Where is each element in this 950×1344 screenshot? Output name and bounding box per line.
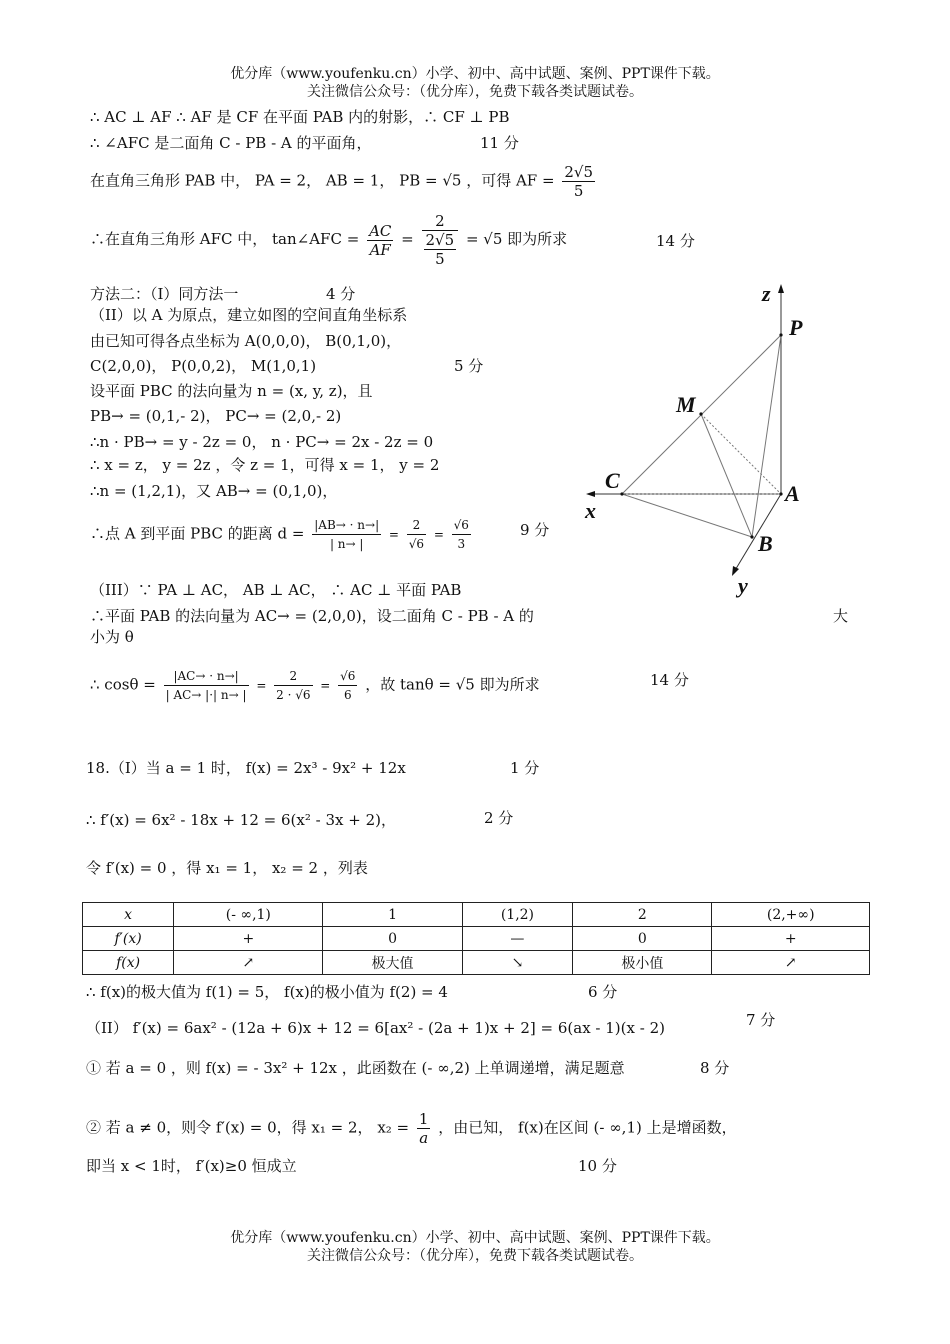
tan-fraction-1: [367, 222, 393, 259]
q18-line-6: ① 若 a = 0 ，则 f(x) = - 3x² + 12x ，此函数在 (- ∞,2) 上单调递增，满足题意: [86, 1059, 625, 1077]
q18-line-2-score: 2 分: [484, 809, 514, 827]
edge-pb: [752, 335, 781, 537]
cos-f1-num: |AC→ · n→|: [173, 669, 239, 683]
m1-line-4-post: = √5 即为所求: [465, 230, 568, 248]
m2-line-14: ∴ cosθ = $\frac{|AC\to \cdot n\to|}{| AC\to |\cdot| n\to |}$ = $\frac{2}{2 \cdot √6}$ = $\frac{√6}{6}$ ，故 tanθ = √5 即为所求: [90, 669, 540, 702]
edge-ma: [701, 414, 781, 494]
m2-line-10-pre: ∴点 A 到平面 PBC 的距离 d =: [90, 524, 305, 543]
tan-f2-inner-den: 5: [424, 249, 457, 268]
edge-mb: [701, 414, 752, 537]
dist-fraction-3: [452, 516, 471, 553]
table-cell: 极大值: [323, 951, 462, 975]
m1-line-3-text: 在直角三角形 PAB 中， PA = 2， AB = 1， PB = √5 ，可得 AF =: [90, 171, 555, 190]
q18-line-7: [86, 1110, 737, 1147]
m1-line-2: ∴ ∠AFC 是二面角 C - PB - A 的平面角，: [90, 134, 372, 152]
table-cell: f(x): [83, 951, 174, 975]
table-cell: 0: [323, 927, 462, 951]
m2-line-10-score: 9 分: [520, 521, 550, 539]
m2-line-14-score: 14 分: [650, 671, 689, 689]
label-z: z: [762, 281, 771, 306]
table-cell: 2: [573, 903, 712, 927]
dist-f2-den: √6: [407, 534, 426, 553]
table-cell: 极小值: [573, 951, 712, 975]
m2-line-1-score: 4 分: [326, 285, 356, 303]
header-line-2: 关注微信公众号：（优分库），免费下载各类试题试卷。: [307, 84, 643, 100]
m2-line-4-score: 5 分: [454, 357, 484, 375]
table-cell: 1: [323, 903, 462, 927]
m2-line-6: PB→ = (0,1,- 2)， PC→ = (2,0,- 2): [90, 407, 342, 425]
m2-line-8: ∴ x = z， y = 2z ，令 z = 1，可得 x = 1， y = 2: [90, 456, 440, 474]
tan-fraction-2: [422, 212, 459, 268]
tan-f2-inner: [424, 231, 457, 268]
dist-fraction-1: [312, 516, 381, 553]
q18-line-2: ∴ f′(x) = 6x² - 18x + 12 = 6(x² - 3x + 2)，: [86, 811, 396, 829]
cos-f3-num: √6: [340, 669, 356, 683]
x2-den: a: [417, 1128, 431, 1147]
m2-line-12: ∴平面 PAB 的法向量为 AC→ = (2,0,0)，设二面角 C - PB - A 的: [90, 607, 534, 625]
dist-f2-num: 2: [412, 518, 421, 532]
table-cell: x: [83, 903, 174, 927]
q18-line-7-post: ，由已知， f(x)在区间 (- ∞,1) 上是增函数，: [438, 1118, 737, 1137]
dist-fraction-2: [407, 516, 426, 553]
edge-cb: [622, 494, 752, 537]
cos-f1-den: | AC→ |·| n→ |: [164, 685, 249, 704]
q18-line-6-score: 8 分: [700, 1059, 730, 1077]
m2-line-14-post: ，故 tanθ = √5 即为所求: [365, 675, 540, 694]
tan-f2-inner-num: 2√5: [425, 231, 455, 249]
table-cell: +: [174, 927, 323, 951]
tan-f2-num: 2: [435, 212, 445, 230]
m2-line-9: ∴n = (1,2,1)，又 AB→ = (0,1,0)，: [90, 482, 338, 500]
sign-table: [82, 902, 870, 975]
footer-line-1: 优分库（www.youfenku.cn）小学、初中、高中试题、案例、PPT课件下载。: [230, 1230, 720, 1246]
dist-f3-den: 3: [452, 534, 471, 553]
x-arrowhead: [586, 491, 595, 497]
label-m: M: [676, 392, 696, 417]
m2-line-10: ∴点 A 到平面 PBC 的距离 d = $\frac{|AB\to \cdot n\to|}{| n\to |}$ = $\frac{2}{√6}$ = $\frac{√6}{3}$: [90, 518, 469, 551]
cos-f2-num: 2: [289, 669, 298, 683]
cos-fraction-2: [274, 667, 312, 704]
q18-line-3: 令 f′(x) = 0 ，得 x₁ = 1， x₂ = 2 ，列表: [86, 859, 368, 877]
m2-line-2: （II）以 A 为原点，建立如图的空间直角坐标系: [90, 306, 408, 324]
header-line-1: 优分库（www.youfenku.cn）小学、初中、高中试题、案例、PPT课件下载。: [230, 66, 720, 82]
coordinate-figure: [570, 275, 840, 605]
table-cell: ↗: [174, 951, 323, 975]
label-c: C: [605, 468, 620, 493]
dist-f3-num: √6: [453, 518, 469, 532]
label-y: y: [738, 573, 748, 598]
x2-fraction: [417, 1110, 431, 1147]
table-cell: (- ∞,1): [174, 903, 323, 927]
m2-line-5: 设平面 PBC 的法向量为 n = (x, y, z)，且: [90, 382, 373, 400]
m2-line-12-right: 大: [833, 607, 849, 625]
af-den: 5: [562, 181, 595, 200]
table-cell: f′(x): [83, 927, 174, 951]
cos-f3-den: 6: [338, 685, 357, 704]
table-cell: +: [712, 927, 870, 951]
label-b: B: [758, 531, 773, 556]
table-cell: ↗: [712, 951, 870, 975]
cos-fraction-3: [338, 667, 357, 704]
m1-line-4-pre: ∴在直角三角形 AFC 中， tan∠AFC =: [90, 230, 360, 248]
table-row: [83, 927, 870, 951]
q18-line-8: 即当 x < 1时， f′(x)≥0 恒成立: [86, 1157, 297, 1175]
m2-line-3: 由已知可得各点坐标为 A(0,0,0)， B(0,1,0)，: [90, 332, 402, 350]
q18-line-5: （II） f′(x) = 6ax² - (12a + 6)x + 12 = 6[ax² - (2a + 1)x + 2] = 6(ax - 1)(x - 2): [86, 1019, 665, 1037]
dist-f1-den: | n→ |: [312, 534, 381, 553]
dist-f1-num: |AB→ · n→|: [314, 518, 380, 532]
footer-line-2: 关注微信公众号：（优分库），免费下载各类试题试卷。: [307, 1248, 643, 1264]
q18-line-7-pre: ② 若 a ≠ 0，则令 f′(x) = 0，得 x₁ = 2， x₂ =: [86, 1118, 410, 1137]
label-x: x: [585, 498, 596, 523]
table-cell: ↘: [462, 951, 573, 975]
table-row: [83, 903, 870, 927]
m1-line-4: [90, 212, 567, 268]
tan-f2-den: [422, 230, 459, 268]
m1-line-4-score: 14 分: [656, 232, 695, 250]
label-a: A: [785, 481, 800, 506]
q18-line-8-score: 10 分: [578, 1157, 617, 1175]
x2-num: 1: [418, 1110, 429, 1128]
cos-fraction-1: [164, 667, 249, 704]
point-m: [699, 412, 702, 415]
tan-f1-den: AF: [367, 240, 393, 259]
q18-line-5-score: 7 分: [746, 1011, 776, 1029]
m1-line-3: [90, 163, 598, 200]
m2-line-13: 小为 θ: [90, 628, 134, 646]
m2-line-11: （III）∵ PA ⊥ AC， AB ⊥ AC， ∴ AC ⊥ 平面 PAB: [90, 581, 462, 599]
point-p: [779, 333, 782, 336]
m2-line-4: C(2,0,0)， P(0,0,2)， M(1,0,1): [90, 357, 317, 375]
m1-line-2-score: 11 分: [480, 134, 519, 152]
z-arrowhead: [778, 284, 784, 293]
m2-line-7: ∴n · PB→ = y - 2z = 0， n · PC→ = 2x - 2z = 0: [90, 433, 434, 451]
m1-line-1: ∴ AC ⊥ AF ∴ AF 是 CF 在平面 PAB 内的射影，∴ CF ⊥ PB: [90, 108, 510, 126]
q18-line-1: 18.（I）当 a = 1 时， f(x) = 2x³ - 9x² + 12x: [86, 759, 406, 777]
m2-line-14-pre: ∴ cosθ =: [90, 675, 156, 694]
table-cell: 0: [573, 927, 712, 951]
m1-line-4-eq: =: [401, 230, 414, 248]
table-cell: (1,2): [462, 903, 573, 927]
m2-line-1: 方法二：（I）同方法一: [90, 285, 239, 303]
point-b: [750, 535, 753, 538]
af-fraction: [562, 163, 595, 200]
af-num: 2√5: [564, 163, 593, 181]
table-cell: —: [462, 927, 573, 951]
cos-f2-den: 2 · √6: [274, 685, 312, 704]
point-c: [620, 492, 623, 495]
table-row: [83, 951, 870, 975]
q18-line-1-score: 1 分: [510, 759, 540, 777]
q18-line-4-score: 6 分: [588, 983, 618, 1001]
label-p: P: [789, 315, 803, 340]
table-cell: (2,+∞): [712, 903, 870, 927]
tan-f1-num: AC: [369, 221, 392, 240]
q18-line-4: ∴ f(x)的极大值为 f(1) = 5， f(x)的极小值为 f(2) = 4: [86, 983, 448, 1001]
point-a: [779, 492, 782, 495]
